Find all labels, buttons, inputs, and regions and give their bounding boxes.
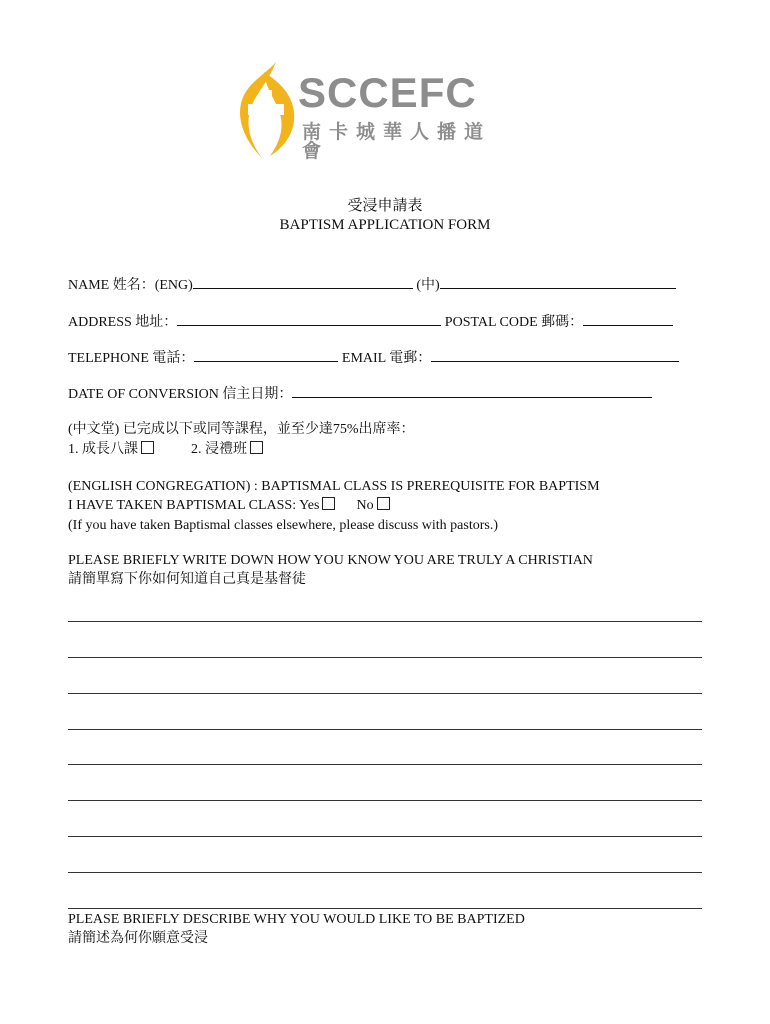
answer1-line[interactable] xyxy=(68,764,702,765)
telephone-field[interactable] xyxy=(194,347,338,362)
answer1-line[interactable] xyxy=(68,729,702,730)
name-zh-field[interactable] xyxy=(440,274,676,289)
logo-name-en: SCCEFC xyxy=(298,69,477,116)
form-title-en: BAPTISM APPLICATION FORM xyxy=(279,217,491,233)
english-class-requirement: (ENGLISH CONGREGATION) : BAPTISMAL CLASS IS PREREQUISITE FOR BAPTISM xyxy=(68,479,600,494)
question1-en: PLEASE BRIEFLY WRITE DOWN HOW YOU KNOW YOU ARE TRULY A CHRISTIAN xyxy=(68,553,593,568)
answer1-line[interactable] xyxy=(68,872,702,873)
name-row xyxy=(68,274,676,295)
name-eng-label: NAME 姓名：(ENG) xyxy=(68,278,193,293)
name-eng-field[interactable] xyxy=(193,274,413,289)
answer1-line[interactable] xyxy=(68,836,702,837)
no-label: No xyxy=(356,498,374,513)
no-checkbox[interactable] xyxy=(377,497,390,510)
chinese-courses-row xyxy=(68,441,263,459)
address-row xyxy=(68,311,673,332)
baptismal-class-note: (If you have taken Baptismal classes elsewhere, please discuss with pastors.) xyxy=(68,518,498,533)
address-label: ADDRESS 地址： xyxy=(68,315,178,330)
telephone-label: TELEPHONE 電話： xyxy=(68,351,195,366)
address-field[interactable] xyxy=(177,311,441,326)
chinese-class-requirement: (中文堂) 已完成以下或同等課程，並至少達75%出席率： xyxy=(68,422,415,437)
answer1-line[interactable] xyxy=(68,657,702,658)
course2-checkbox[interactable] xyxy=(250,441,263,454)
answer1-line[interactable] xyxy=(68,800,702,801)
conversion-row xyxy=(68,383,652,404)
question2-zh: 請簡述為何你願意受浸 xyxy=(68,931,208,946)
baptismal-class-row xyxy=(68,497,390,515)
cross-flame-icon xyxy=(236,60,298,160)
question1-zh: 請簡單寫下你如何知道自己真是基督徒 xyxy=(68,572,306,587)
postal-code-label: POSTAL CODE 郵碼： xyxy=(444,315,584,330)
answer1-line[interactable] xyxy=(68,693,702,694)
name-zh-label: (中) xyxy=(416,278,440,293)
baptismal-class-label: I HAVE TAKEN BAPTISMAL CLASS: Yes xyxy=(68,498,320,513)
course1-label: 1. 成長八課 xyxy=(68,442,138,457)
form-title-zh: 受浸申請表 xyxy=(347,198,423,214)
email-label: EMAIL 電郵： xyxy=(341,351,432,366)
church-logo xyxy=(236,60,506,160)
logo-name-zh: 南卡城華人播道會 xyxy=(302,121,492,162)
email-field[interactable] xyxy=(431,347,679,362)
conversion-date-field[interactable] xyxy=(292,383,652,398)
answer1-line[interactable] xyxy=(68,621,702,622)
question2-en: PLEASE BRIEFLY DESCRIBE WHY YOU WOULD LIKE TO BE BAPTIZED xyxy=(68,912,525,927)
course2-label: 2. 浸禮班 xyxy=(191,442,247,457)
answer1-line[interactable] xyxy=(68,908,702,909)
conversion-date-label: DATE OF CONVERSION 信主日期： xyxy=(68,387,293,402)
yes-checkbox[interactable] xyxy=(322,497,335,510)
postal-code-field[interactable] xyxy=(583,311,673,326)
telephone-row xyxy=(68,347,679,368)
course1-checkbox[interactable] xyxy=(141,441,154,454)
